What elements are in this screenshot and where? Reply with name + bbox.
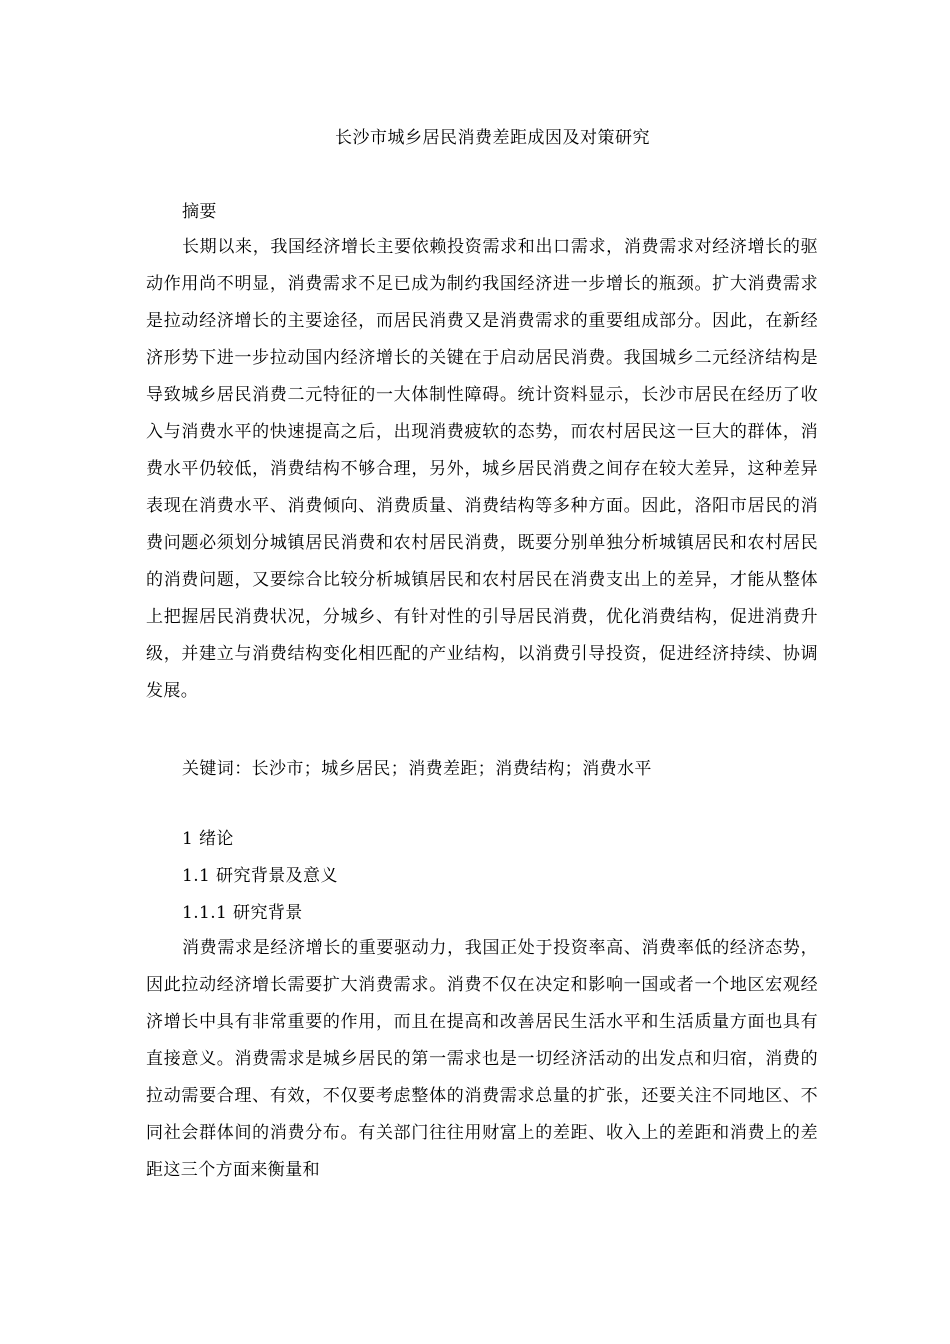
document-title: 长沙市城乡居民消费差距成因及对策研究: [335, 128, 650, 148]
body-paragraph: 消费需求是经济增长的重要驱动力，我国正处于投资率高、消费率低的经济态势，因此拉动经济增长需要扩大消费需求。消费不仅在决定和影响一国或者一个地区宏观经济增长中具有非常重要的作用，而且在提高和改善居民生活水平和生活质量方面也具有直接意义。消费需求是城乡居民的第一需求也是一切经济活动的出发点和归宿，消费的拉动需要合理、有效，不仅要考虑整体的消费需求总量的扩张，还要关注不同地区、不同社会群体间的消费分布。有关部门往往用财富上的差距、收入上的差距和消费上的差距这三个方面来衡量和: [146, 938, 818, 1180]
abstract-heading: 摘要: [182, 202, 217, 222]
section-heading-1-1: 1.1 研究背景及意义: [182, 866, 338, 886]
section-heading-1: 1 绪论: [182, 829, 234, 849]
section-heading-1-1-1: 1.1.1 研究背景: [182, 903, 303, 923]
abstract-paragraph: 长期以来，我国经济增长主要依赖投资需求和出口需求，消费需求对经济增长的驱动作用尚不明显，消费需求不足已成为制约我国经济进一步增长的瓶颈。扩大消费需求是拉动经济增长的主要途径，而居民消费又是消费需求的重要组成部分。因此，在新经济形势下进一步拉动国内经济增长的关键在于启动居民消费。我国城乡二元经济结构是导致城乡居民消费二元特征的一大体制性障碍。统计资料显示，长沙市居民在经历了收入与消费水平的快速提高之后，出现消费疲软的态势，而农村居民这一巨大的群体，消费水平仍较低，消费结构不够合理，另外，城乡居民消费之间存在较大差异，这种差异表现在消费水平、消费倾向、消费质量、消费结构等多种方面。因此，洛阳市居民的消费问题必须划分城镇居民消费和农村居民消费，既要分别单独分析城镇居民和农村居民的消费问题，又要综合比较分析城镇居民和农村居民在消费支出上的差异，才能从整体上把握居民消费状况，分城乡、有针对性的引导居民消费，优化消费结构，促进消费升级，并建立与消费结构变化相匹配的产业结构，以消费引导投资，促进经济持续、协调发展。: [146, 237, 818, 701]
keywords-line: 关键词：长沙市；城乡居民；消费差距；消费结构；消费水平: [182, 759, 652, 779]
body-section: [146, 930, 818, 1189]
abstract-body: [146, 229, 818, 710]
